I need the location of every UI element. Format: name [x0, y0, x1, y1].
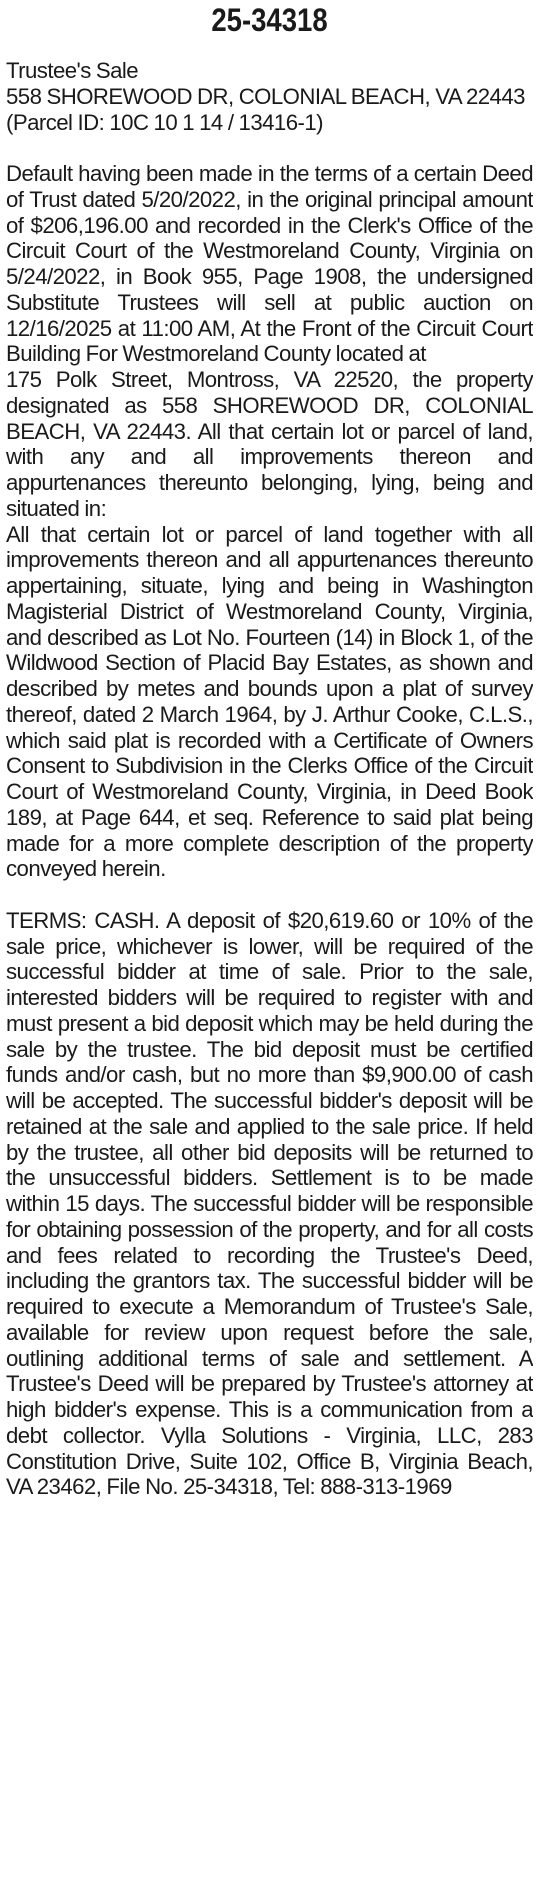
legal-description-paragraph: All that certain lot or parcel of land together with all improvements thereon and all appurtenances thereunto appertaining, situate, lying and being in Washington Magisterial District of Westmoreland County, Virginia, and described as Lot No. Fourteen (14) in Block 1, of the Wildwood Section of Placid Bay Estates, as shown and described by metes and bounds upon a plat of survey thereof, dated 2 March 1964, by J. Arthur Cooke, C.L.S., which said plat is recorded with a Certificate of Owners Consent to Subdivision in the Clerks Office of the Circuit Court of Westmoreland County, Virginia, in Deed Book 189, at Page 644, et seq. Reference to said plat being made for a more complete description of the property conveyed herein.	[6, 521, 533, 882]
notice-title: Trustee's Sale	[6, 58, 139, 83]
notice-body	[6, 58, 533, 1500]
paragraph-spacer	[6, 882, 533, 908]
notice-number: 25-34318	[211, 2, 328, 38]
parcel-id: (Parcel ID: 10C 10 1 14 / 13416-1)	[6, 109, 323, 135]
location-paragraph: 175 Polk Street, Montross, VA 22520, the property designated as 558 SHOREWOOD DR, COLONIAL BEACH, VA 22443. All that certain lot or parcel of land, with any and all improvements thereon and appurtenances thereunto belonging, lying, being and situated in:	[6, 367, 533, 521]
notice-heading	[6, 58, 533, 135]
property-address: 558 SHOREWOOD DR, COLONIAL BEACH, VA 22443	[6, 83, 525, 109]
terms-paragraph: TERMS: CASH. A deposit of $20,619.60 or 10% of the sale price, whichever is lower, will be required of the successful bidder at time of sale. Prior to the sale, interested bidders will be required to register with and must present a bid deposit which may be held during the sale by the trustee. The bid deposit must be certified funds and/or cash, but no more than $9,900.00 of cash will be accepted. The successful bidder's deposit will be retained at the sale and applied to the sale price. If held by the trustee, all other bid deposits will be returned to the unsuccessful bidders. Settlement is to be made within 15 days. The successful bidder will be responsible for obtaining possession of the property, and for all costs and fees related to recording the Trustee's Deed, including the grantors tax. The successful bidder will be required to execute a Memorandum of Trustee's Sale, available for review upon request before the sale, outlining additional terms of sale and settlement. A Trustee's Deed will be prepared by Trustee's attorney at high bidder's expense. This is a communication from a debt collector. Vylla Solutions - Virginia, LLC, 283 Constitution Drive, Suite 102, Office B, Virginia Beach, VA 23462, File No. 25-34318, Tel: 888-313-1969	[6, 907, 533, 1500]
default-paragraph: Default having been made in the terms of a certain Deed of Trust dated 5/20/2022, in the original principal amount of $206,196.00 and recorded in the Clerk's Office of the Circuit Court of the Westmoreland County, Virginia on 5/24/2022, in Book 955, Page 1908, the undersigned Substitute Trustees will sell at public auction on 12/16/2025 at 11:00 AM, At the Front of the Circuit Court Building For Westmoreland County located at	[6, 161, 533, 367]
legal-notice	[6, 0, 533, 1902]
paragraph-spacer	[6, 135, 533, 161]
